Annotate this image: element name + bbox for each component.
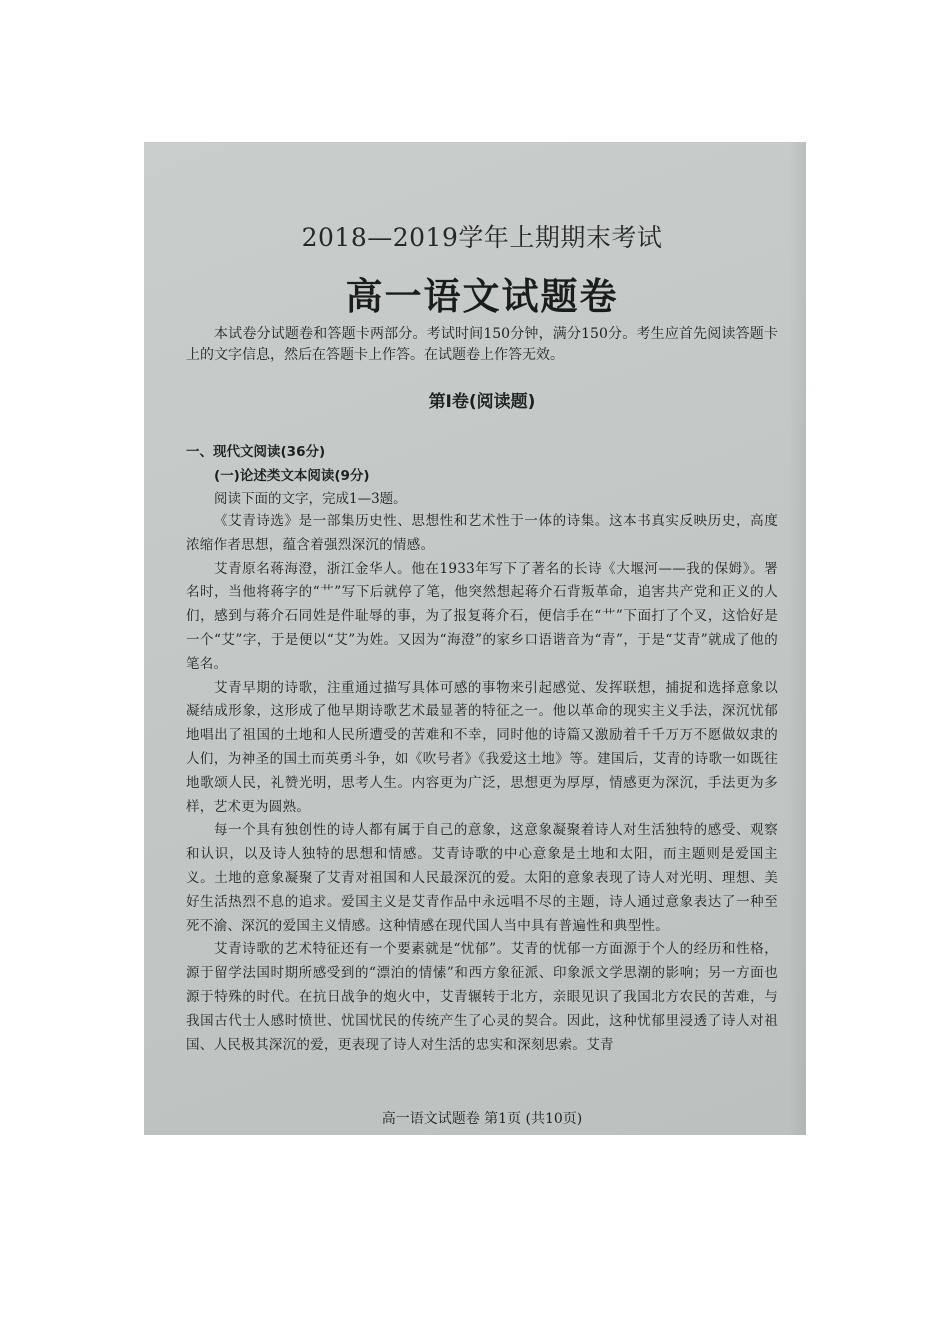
page-edge-shadow <box>788 142 806 1135</box>
passage-paragraph: 艾青早期的诗歌，注重通过描写具体可感的事物来引起感觉、发挥联想，捕捉和选择意象以凝结成形象，这形成了他早期诗歌艺术最显著的特征之一。他以革命的现实主义手法，深沉忧郁地唱出了祖国的土地和人民所遭受的苦难和不幸，同时他的诗篇又激励着千千万万不愿做奴隶的人们，为神圣的国土而英勇斗争，如《吹号者》《我爱这土地》等。建国后，艾青的诗歌一如既往地歌颂人民，礼赞光明，思考人生。内容更为广泛，思想更为厚厚，情感更为深沉，手法更为多样，艺术更为圆熟。 <box>186 679 778 815</box>
passage-paragraph: 艾青原名蒋海澄，浙江金华人。他在1933年写下了著名的长诗《大堰河——我的保姆》。署名时，当他将蒋字的“艹”写下后就停了笔，他突然想起蒋介石背叛革命，追害共产党和正义的人们，感到与蒋介石同姓是件耻辱的事，为了报复蒋介石，便信手在“艹”下面打了个叉，这恰好是一个“艾”字，于是便以“艾”为姓。又因为“海澄”的家乡口语谐音为“青”，于是“艾青”就成了他的笔名。 <box>186 560 778 672</box>
passage-paragraph: 每一个具有独创性的诗人都有属于自己的意象，这意象凝聚着诗人对生活独特的感受、观察和认识，以及诗人独特的思想和情感。艾青诗歌的中心意象是土地和太阳，而主题则是爱国主义。土地的意象凝聚了艾青对祖国和人民最深沉的爱。太阳的意象表现了诗人对光明、理想、美好生活热烈不息的追求。爱国主义是艾青作品中永远唱不尽的主题，诗人通过意象表达了一种至死不渝、深沉的爱国主义情感。这种情感在现代国人当中具有普遍性和典型性。 <box>186 822 778 934</box>
section-title: 第Ⅰ卷(阅读题) <box>428 392 536 412</box>
page-footer: 高一语文试题卷 第1页 (共10页) <box>381 1111 583 1127</box>
passage-paragraph: 艾青诗歌的艺术特征还有一个要素就是“忧郁”。艾青的忧郁一方面源于个人的经历和性格，源于留学法国时期所感受到的“漂泊的情愫”和西方象征派、印象派文学思潮的影响；另一方面也源于特殊的时代。在抗日战争的炮火中，艾青辗转于北方，亲眼见识了我国北方农民的苦难，与我国古代士人感时愤世、忧国忧民的传统产生了心灵的契合。因此，这种忧郁里浸透了诗人对祖国、人民极其深沉的爱，更表现了诗人对生活的忠实和深刻思索。艾青 <box>186 941 778 1053</box>
passage-paragraph: 《艾青诗选》是一部集历史性、思想性和艺术性于一体的诗集。这本书真实反映历史，高度浓缩作者思想，蕴含着强烈深沉的情感。 <box>186 513 778 553</box>
subpart-heading: (一)论述类文本阅读(9分) <box>214 468 370 484</box>
reading-prompt: 阅读下面的文字，完成1—3题。 <box>214 491 407 507</box>
exam-instructions: 本试卷分试题卷和答题卡两部分。考试时间150分钟，满分150分。考生应首先阅读答题卡上的文字信息，然后在答题卡上作答。在试题卷上作答无效。 <box>186 326 778 363</box>
exam-title: 2018—2019学年上期期末考试 <box>301 223 663 252</box>
part-heading: 一、现代文阅读(36分) <box>186 444 326 460</box>
paper-title: 高一语文试题卷 <box>345 275 619 318</box>
exam-page-photo <box>144 142 806 1135</box>
reading-passage <box>186 510 778 1057</box>
